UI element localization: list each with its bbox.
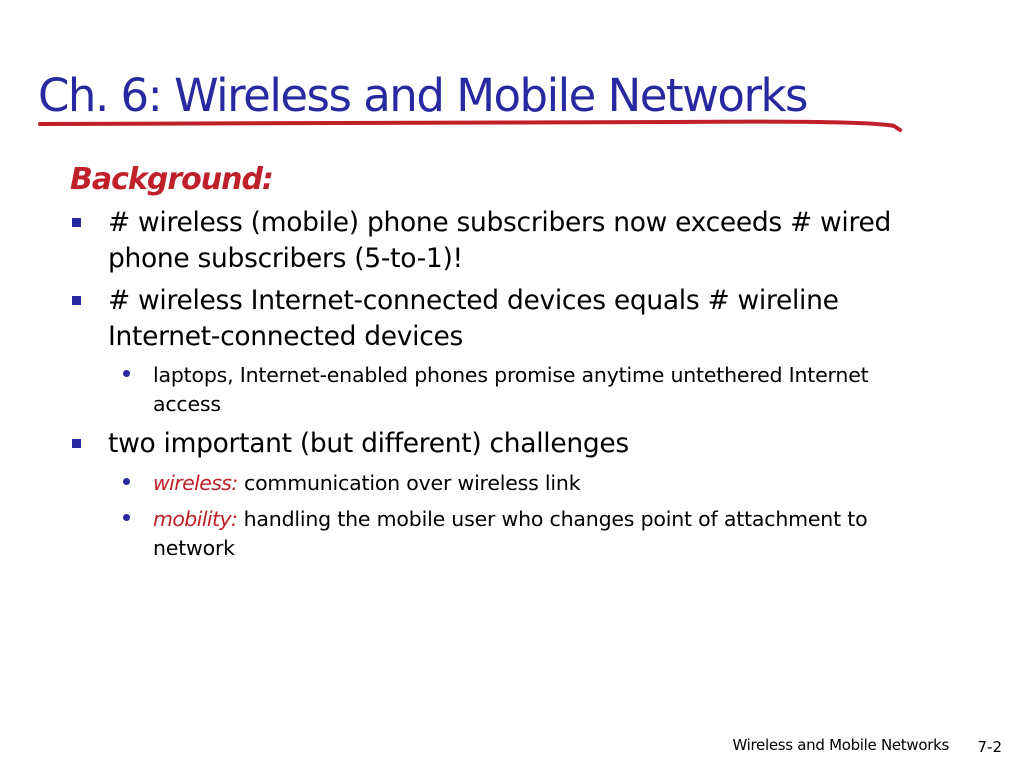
bullet-3-sub-2-text: handling the mobile user who changes point of attachment to network — [153, 507, 868, 560]
footer-text: Wireless and Mobile Networks — [732, 736, 949, 754]
title-underline — [36, 114, 906, 136]
term-wireless: wireless: — [153, 471, 238, 495]
bullet-3-sub-1 — [153, 469, 913, 498]
square-bullet-icon — [72, 218, 81, 227]
bullet-1-text: # wireless (mobile) phone subscribers now exceeds # wired phone subscribers (5-to-1)! — [108, 207, 892, 274]
term-mobility: mobility: — [153, 507, 238, 531]
round-bullet-icon — [123, 478, 130, 485]
bullet-3-text: two important (but different) challenges — [108, 428, 629, 459]
page-number: 7-2 — [977, 738, 1002, 756]
section-heading: Background: — [70, 162, 273, 197]
bullet-2-text: # wireless Internet-connected devices equals # wireline Internet-connected devices — [108, 285, 839, 352]
round-bullet-icon — [123, 370, 130, 377]
round-bullet-icon — [123, 514, 130, 521]
bullet-3-sub-2 — [153, 505, 913, 563]
square-bullet-icon — [72, 296, 81, 305]
square-bullet-icon — [72, 439, 81, 448]
bullet-2-sub-1-text: laptops, Internet-enabled phones promise anytime untethered Internet access — [153, 363, 869, 416]
bullet-3-sub-1-text: communication over wireless link — [244, 471, 581, 495]
slide-title: Ch. 6: Wireless and Mobile Networks — [38, 69, 807, 122]
